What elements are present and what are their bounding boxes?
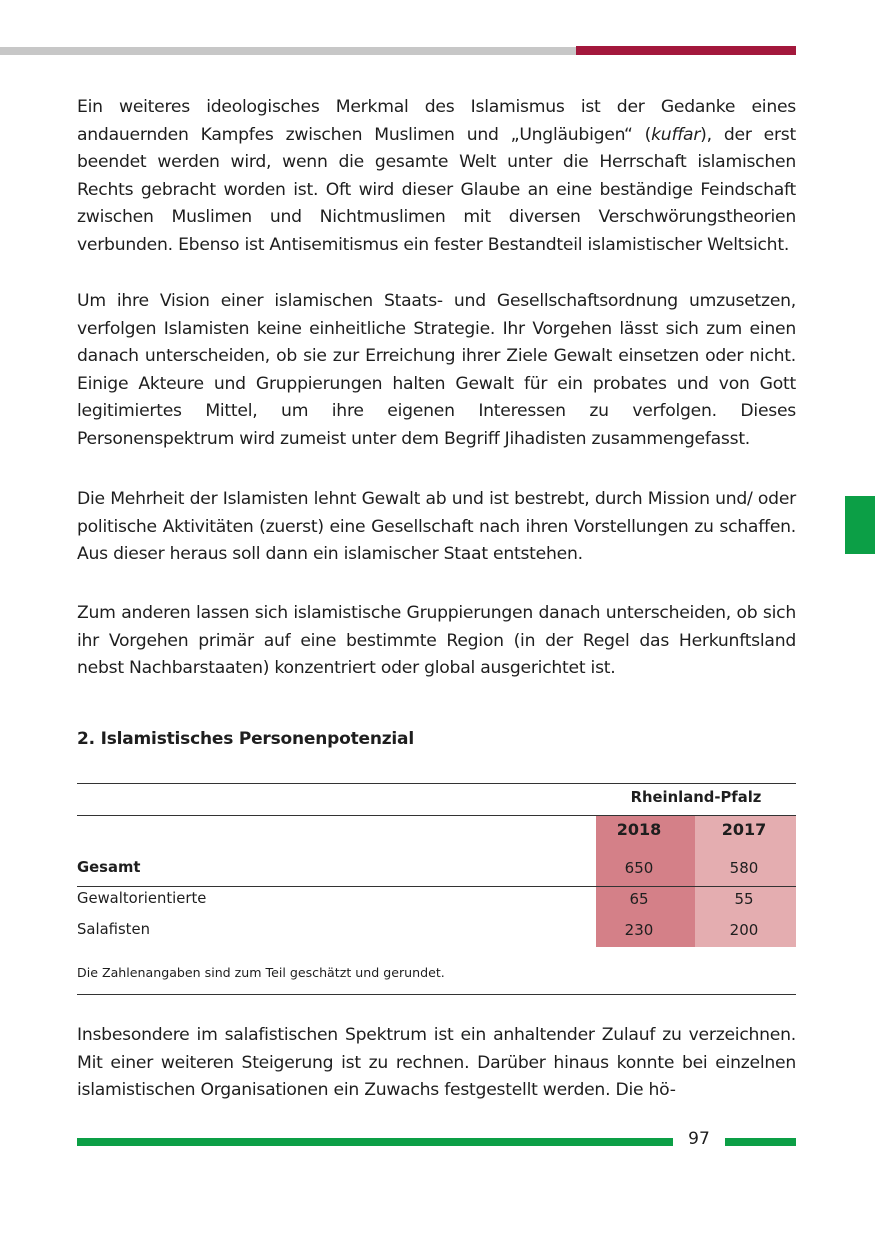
table-cell-2017: 580 bbox=[729, 859, 759, 877]
year-header-2017: 2017 bbox=[721, 820, 767, 839]
table-cell-2018: 230 bbox=[624, 921, 654, 939]
table-row-label: Gewaltorientierte bbox=[77, 890, 207, 907]
table-bottom-rule bbox=[77, 994, 796, 995]
paragraph-term-italic: kuffar bbox=[651, 124, 701, 145]
table-row-label: Salafisten bbox=[77, 921, 150, 938]
paragraph-text: ), der erst beendet werden wird, wenn die gesamte Welt unter die Herrschaft islamischen Rechts gebracht worden ist. Oft wird dieser Glaube an eine beständige Feindschaft zwischen Muslimen und Nichtmuslimen mit diversen Verschwörungstheorien verbunden. Ebenso ist Antisemitismus ein fester Bestandteil islamistischer Weltsicht. bbox=[77, 124, 796, 255]
footer-rule-left bbox=[77, 1138, 673, 1146]
table-cell-2017: 55 bbox=[734, 890, 754, 908]
paragraph-regional: Zum anderen lassen sich islamistische Gruppierungen danach unterscheiden, ob sich ihr Vorgehen primär auf eine bestimmte Region (in der Regel das Herkunftsland nebst Nachbarstaaten) konzentriert oder global ausgerichtet ist. bbox=[77, 603, 796, 679]
table-cell-2017: 200 bbox=[729, 921, 759, 939]
chapter-tab-marker bbox=[845, 496, 875, 554]
year-header-2018: 2018 bbox=[616, 820, 662, 839]
paragraph-strategy: Um ihre Vision einer islamischen Staats- und Gesellschaftsordnung umzusetzen, verfolgen Islamisten keine einheitliche Strategie. Ihr Vorgehen lässt sich zum einen danach unterscheiden, ob sie zur Erreichung ihrer Ziele Gewalt einsetzen oder nicht. Einige Akteure und Gruppierungen halten Gewalt für ein probates und von Gott legitimiertes Mittel, um ihre eigenen Interessen zu verfolgen. Dieses Personenspektrum wird zumeist unter dem Begriff Jihadisten zusammengefasst. bbox=[77, 291, 796, 449]
table-top-rule bbox=[77, 783, 796, 784]
footer-rule-right bbox=[725, 1138, 796, 1146]
table-row-label: Gesamt bbox=[77, 859, 141, 876]
header-rule-grey bbox=[0, 47, 576, 55]
page-number: 97 bbox=[688, 1129, 710, 1149]
table-footnote: Die Zahlenangaben sind zum Teil geschätzt und gerundet. bbox=[77, 965, 445, 980]
paragraph-majority: Die Mehrheit der Islamisten lehnt Gewalt ab und ist bestrebt, durch Mission und/ oder politische Aktivitäten (zuerst) eine Gesellschaft nach ihren Vorstellungen zu schaffen. Aus dieser heraus soll dann ein islamischer Staat entstehen. bbox=[77, 489, 796, 565]
paragraph-salafist-growth: Insbesondere im salafistischen Spektrum ist ein anhaltender Zulauf zu verzeichnen. Mit einer weiteren Steigerung ist zu rechnen. Darüber hinaus konnte bei einzelnen islamistischen Organisationen ein Zuwachs festgestellt werden. Die hö- bbox=[77, 1025, 796, 1101]
table-cell-2018: 650 bbox=[624, 859, 654, 877]
section-heading: 2. Islamistisches Personenpotenzial bbox=[77, 729, 414, 749]
header-rule-accent bbox=[576, 46, 796, 55]
paragraph-text: Ein weiteres ideologisches Merkmal des Islamismus ist der Gedanke eines andauernden Kampfes zwischen Muslimen und „Ungläubigen“ ( bbox=[77, 97, 796, 145]
table-region-header: Rheinland-Pfalz bbox=[630, 789, 762, 806]
paragraph-ideology bbox=[77, 94, 796, 260]
table-cell-2018: 65 bbox=[629, 890, 649, 908]
table-row-rule bbox=[77, 886, 796, 887]
